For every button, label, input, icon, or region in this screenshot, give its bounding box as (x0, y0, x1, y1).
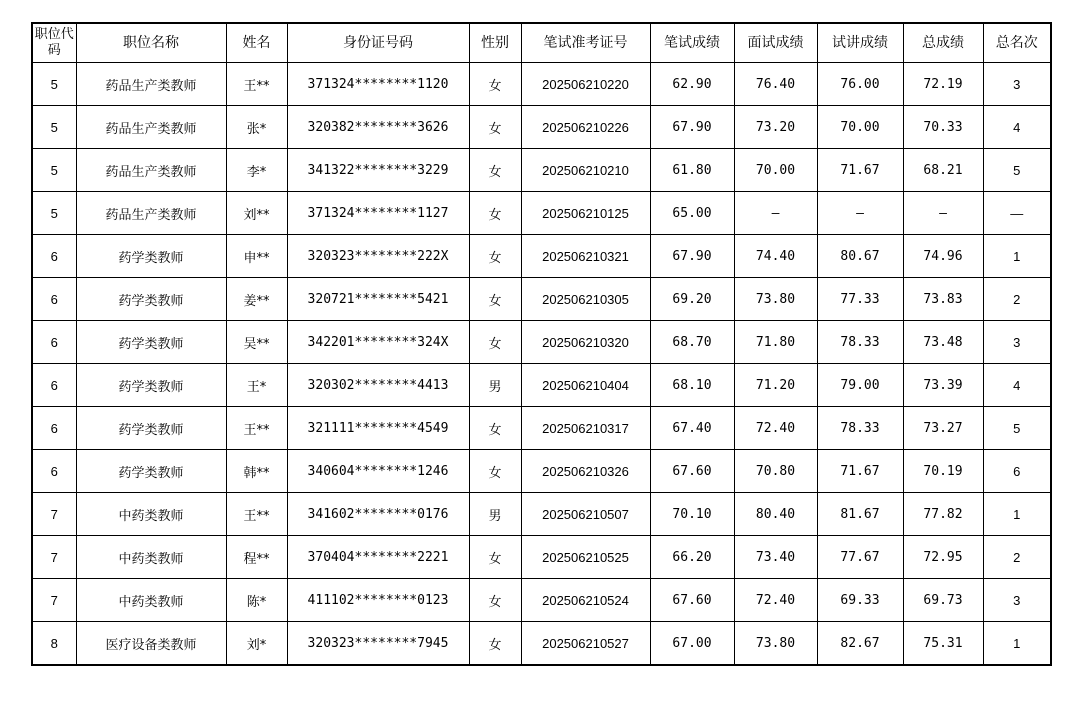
cell-position-code: 5 (32, 192, 76, 235)
cell-position-code: 7 (32, 493, 76, 536)
cell-overall-rank: 1 (983, 622, 1051, 666)
cell-position-name: 医疗设备类教师 (76, 622, 226, 666)
table-row (32, 192, 1051, 235)
cell-written-score: 70.10 (650, 493, 734, 536)
header-position-code: 职位代码 (32, 23, 76, 63)
cell-written-score: 67.60 (650, 579, 734, 622)
cell-position-name: 药品生产类教师 (76, 106, 226, 149)
cell-exam-ticket: 202506210305 (521, 278, 650, 321)
header-position-name: 职位名称 (76, 23, 226, 63)
cell-overall-rank: 1 (983, 235, 1051, 278)
cell-id-number: 320323********7945 (287, 622, 469, 666)
cell-overall-rank: 3 (983, 63, 1051, 106)
cell-exam-ticket: 202506210210 (521, 149, 650, 192)
cell-name: 程** (226, 536, 287, 579)
cell-interview-score: 73.20 (734, 106, 817, 149)
cell-id-number: 411102********0123 (287, 579, 469, 622)
cell-id-number: 320323********222X (287, 235, 469, 278)
table-row (32, 235, 1051, 278)
cell-interview-score: 71.80 (734, 321, 817, 364)
cell-written-score: 62.90 (650, 63, 734, 106)
results-sheet (31, 22, 1052, 666)
cell-exam-ticket: 202506210125 (521, 192, 650, 235)
cell-total-score: 73.83 (903, 278, 983, 321)
cell-gender: 女 (469, 407, 521, 450)
cell-id-number: 321111********4549 (287, 407, 469, 450)
cell-exam-ticket: 202506210404 (521, 364, 650, 407)
table-row (32, 536, 1051, 579)
cell-overall-rank: 1 (983, 493, 1051, 536)
cell-position-name: 药学类教师 (76, 364, 226, 407)
cell-gender: 女 (469, 149, 521, 192)
cell-total-score: 73.39 (903, 364, 983, 407)
cell-interview-score: 80.40 (734, 493, 817, 536)
cell-interview-score: 73.80 (734, 622, 817, 666)
table-row (32, 149, 1051, 192)
cell-position-code: 6 (32, 235, 76, 278)
cell-gender: 女 (469, 192, 521, 235)
cell-written-score: 61.80 (650, 149, 734, 192)
cell-lecture-score: 70.00 (817, 106, 903, 149)
cell-lecture-score: — (817, 192, 903, 235)
cell-overall-rank: 2 (983, 536, 1051, 579)
cell-lecture-score: 76.00 (817, 63, 903, 106)
cell-id-number: 371324********1120 (287, 63, 469, 106)
cell-total-score: 73.48 (903, 321, 983, 364)
cell-written-score: 67.00 (650, 622, 734, 666)
cell-gender: 女 (469, 321, 521, 364)
cell-position-name: 药学类教师 (76, 321, 226, 364)
cell-name: 韩** (226, 450, 287, 493)
cell-name: 张* (226, 106, 287, 149)
cell-lecture-score: 78.33 (817, 321, 903, 364)
cell-position-name: 中药类教师 (76, 493, 226, 536)
cell-written-score: 68.10 (650, 364, 734, 407)
cell-interview-score: 76.40 (734, 63, 817, 106)
cell-written-score: 67.40 (650, 407, 734, 450)
cell-gender: 女 (469, 450, 521, 493)
cell-id-number: 371324********1127 (287, 192, 469, 235)
cell-position-name: 药学类教师 (76, 450, 226, 493)
cell-total-score: 70.19 (903, 450, 983, 493)
cell-lecture-score: 78.33 (817, 407, 903, 450)
cell-position-name: 药品生产类教师 (76, 192, 226, 235)
cell-name: 李* (226, 149, 287, 192)
cell-interview-score: 72.40 (734, 407, 817, 450)
cell-exam-ticket: 202506210524 (521, 579, 650, 622)
cell-exam-ticket: 202506210220 (521, 63, 650, 106)
results-table (31, 22, 1052, 666)
table-row (32, 364, 1051, 407)
cell-overall-rank: — (983, 192, 1051, 235)
table-row (32, 407, 1051, 450)
cell-id-number: 341602********0176 (287, 493, 469, 536)
cell-overall-rank: 6 (983, 450, 1051, 493)
cell-lecture-score: 82.67 (817, 622, 903, 666)
header-row (32, 23, 1051, 63)
cell-written-score: 67.60 (650, 450, 734, 493)
cell-written-score: 65.00 (650, 192, 734, 235)
table-row (32, 450, 1051, 493)
cell-id-number: 320721********5421 (287, 278, 469, 321)
table-row (32, 579, 1051, 622)
cell-position-code: 6 (32, 407, 76, 450)
cell-overall-rank: 4 (983, 364, 1051, 407)
header-written-score: 笔试成绩 (650, 23, 734, 63)
cell-gender: 男 (469, 364, 521, 407)
cell-interview-score: 73.80 (734, 278, 817, 321)
cell-name: 王** (226, 407, 287, 450)
cell-position-name: 中药类教师 (76, 579, 226, 622)
cell-position-code: 6 (32, 321, 76, 364)
cell-gender: 女 (469, 63, 521, 106)
cell-total-score: 72.95 (903, 536, 983, 579)
table-row (32, 321, 1051, 364)
table-row (32, 278, 1051, 321)
cell-written-score: 67.90 (650, 235, 734, 278)
cell-exam-ticket: 202506210317 (521, 407, 650, 450)
cell-overall-rank: 3 (983, 321, 1051, 364)
cell-overall-rank: 3 (983, 579, 1051, 622)
cell-interview-score: 74.40 (734, 235, 817, 278)
cell-gender: 女 (469, 536, 521, 579)
cell-name: 陈* (226, 579, 287, 622)
cell-gender: 女 (469, 622, 521, 666)
cell-position-code: 6 (32, 450, 76, 493)
cell-interview-score: 70.80 (734, 450, 817, 493)
cell-overall-rank: 5 (983, 149, 1051, 192)
cell-total-score: 72.19 (903, 63, 983, 106)
cell-position-code: 5 (32, 149, 76, 192)
cell-position-name: 药学类教师 (76, 407, 226, 450)
cell-total-score: 68.21 (903, 149, 983, 192)
cell-total-score: 75.31 (903, 622, 983, 666)
cell-id-number: 320302********4413 (287, 364, 469, 407)
cell-gender: 女 (469, 106, 521, 149)
cell-lecture-score: 80.67 (817, 235, 903, 278)
cell-exam-ticket: 202506210525 (521, 536, 650, 579)
cell-gender: 女 (469, 278, 521, 321)
header-name: 姓名 (226, 23, 287, 63)
cell-lecture-score: 79.00 (817, 364, 903, 407)
cell-lecture-score: 71.67 (817, 450, 903, 493)
cell-position-name: 中药类教师 (76, 536, 226, 579)
cell-id-number: 340604********1246 (287, 450, 469, 493)
cell-name: 王** (226, 63, 287, 106)
cell-id-number: 370404********2221 (287, 536, 469, 579)
cell-written-score: 68.70 (650, 321, 734, 364)
cell-lecture-score: 81.67 (817, 493, 903, 536)
cell-position-name: 药学类教师 (76, 235, 226, 278)
cell-gender: 男 (469, 493, 521, 536)
cell-total-score: — (903, 192, 983, 235)
cell-name: 姜** (226, 278, 287, 321)
cell-lecture-score: 77.67 (817, 536, 903, 579)
table-row (32, 106, 1051, 149)
header-id-number: 身份证号码 (287, 23, 469, 63)
cell-position-code: 5 (32, 63, 76, 106)
cell-gender: 女 (469, 579, 521, 622)
cell-exam-ticket: 202506210527 (521, 622, 650, 666)
cell-id-number: 342201********324X (287, 321, 469, 364)
header-total-score: 总成绩 (903, 23, 983, 63)
cell-overall-rank: 2 (983, 278, 1051, 321)
cell-written-score: 67.90 (650, 106, 734, 149)
cell-total-score: 69.73 (903, 579, 983, 622)
cell-name: 王* (226, 364, 287, 407)
cell-position-code: 7 (32, 536, 76, 579)
cell-position-code: 6 (32, 364, 76, 407)
cell-id-number: 320382********3626 (287, 106, 469, 149)
cell-name: 王** (226, 493, 287, 536)
cell-interview-score: 73.40 (734, 536, 817, 579)
cell-position-code: 8 (32, 622, 76, 666)
table-row (32, 622, 1051, 666)
cell-written-score: 66.20 (650, 536, 734, 579)
cell-overall-rank: 5 (983, 407, 1051, 450)
cell-lecture-score: 69.33 (817, 579, 903, 622)
cell-interview-score: — (734, 192, 817, 235)
cell-gender: 女 (469, 235, 521, 278)
cell-position-name: 药品生产类教师 (76, 149, 226, 192)
cell-position-code: 6 (32, 278, 76, 321)
cell-total-score: 73.27 (903, 407, 983, 450)
cell-exam-ticket: 202506210320 (521, 321, 650, 364)
header-exam-ticket: 笔试准考证号 (521, 23, 650, 63)
cell-interview-score: 70.00 (734, 149, 817, 192)
cell-name: 吴** (226, 321, 287, 364)
cell-name: 申** (226, 235, 287, 278)
cell-exam-ticket: 202506210321 (521, 235, 650, 278)
results-body (32, 63, 1051, 666)
header-interview-score: 面试成绩 (734, 23, 817, 63)
cell-lecture-score: 71.67 (817, 149, 903, 192)
table-row (32, 63, 1051, 106)
cell-exam-ticket: 202506210226 (521, 106, 650, 149)
cell-exam-ticket: 202506210507 (521, 493, 650, 536)
header-gender: 性别 (469, 23, 521, 63)
cell-id-number: 341322********3229 (287, 149, 469, 192)
cell-position-code: 7 (32, 579, 76, 622)
cell-position-name: 药品生产类教师 (76, 63, 226, 106)
cell-total-score: 77.82 (903, 493, 983, 536)
cell-position-name: 药学类教师 (76, 278, 226, 321)
cell-total-score: 70.33 (903, 106, 983, 149)
cell-interview-score: 71.20 (734, 364, 817, 407)
cell-name: 刘** (226, 192, 287, 235)
cell-exam-ticket: 202506210326 (521, 450, 650, 493)
header-overall-rank: 总名次 (983, 23, 1051, 63)
cell-total-score: 74.96 (903, 235, 983, 278)
table-row (32, 493, 1051, 536)
cell-interview-score: 72.40 (734, 579, 817, 622)
cell-name: 刘* (226, 622, 287, 666)
cell-position-code: 5 (32, 106, 76, 149)
header-lecture-score: 试讲成绩 (817, 23, 903, 63)
cell-lecture-score: 77.33 (817, 278, 903, 321)
cell-written-score: 69.20 (650, 278, 734, 321)
cell-overall-rank: 4 (983, 106, 1051, 149)
